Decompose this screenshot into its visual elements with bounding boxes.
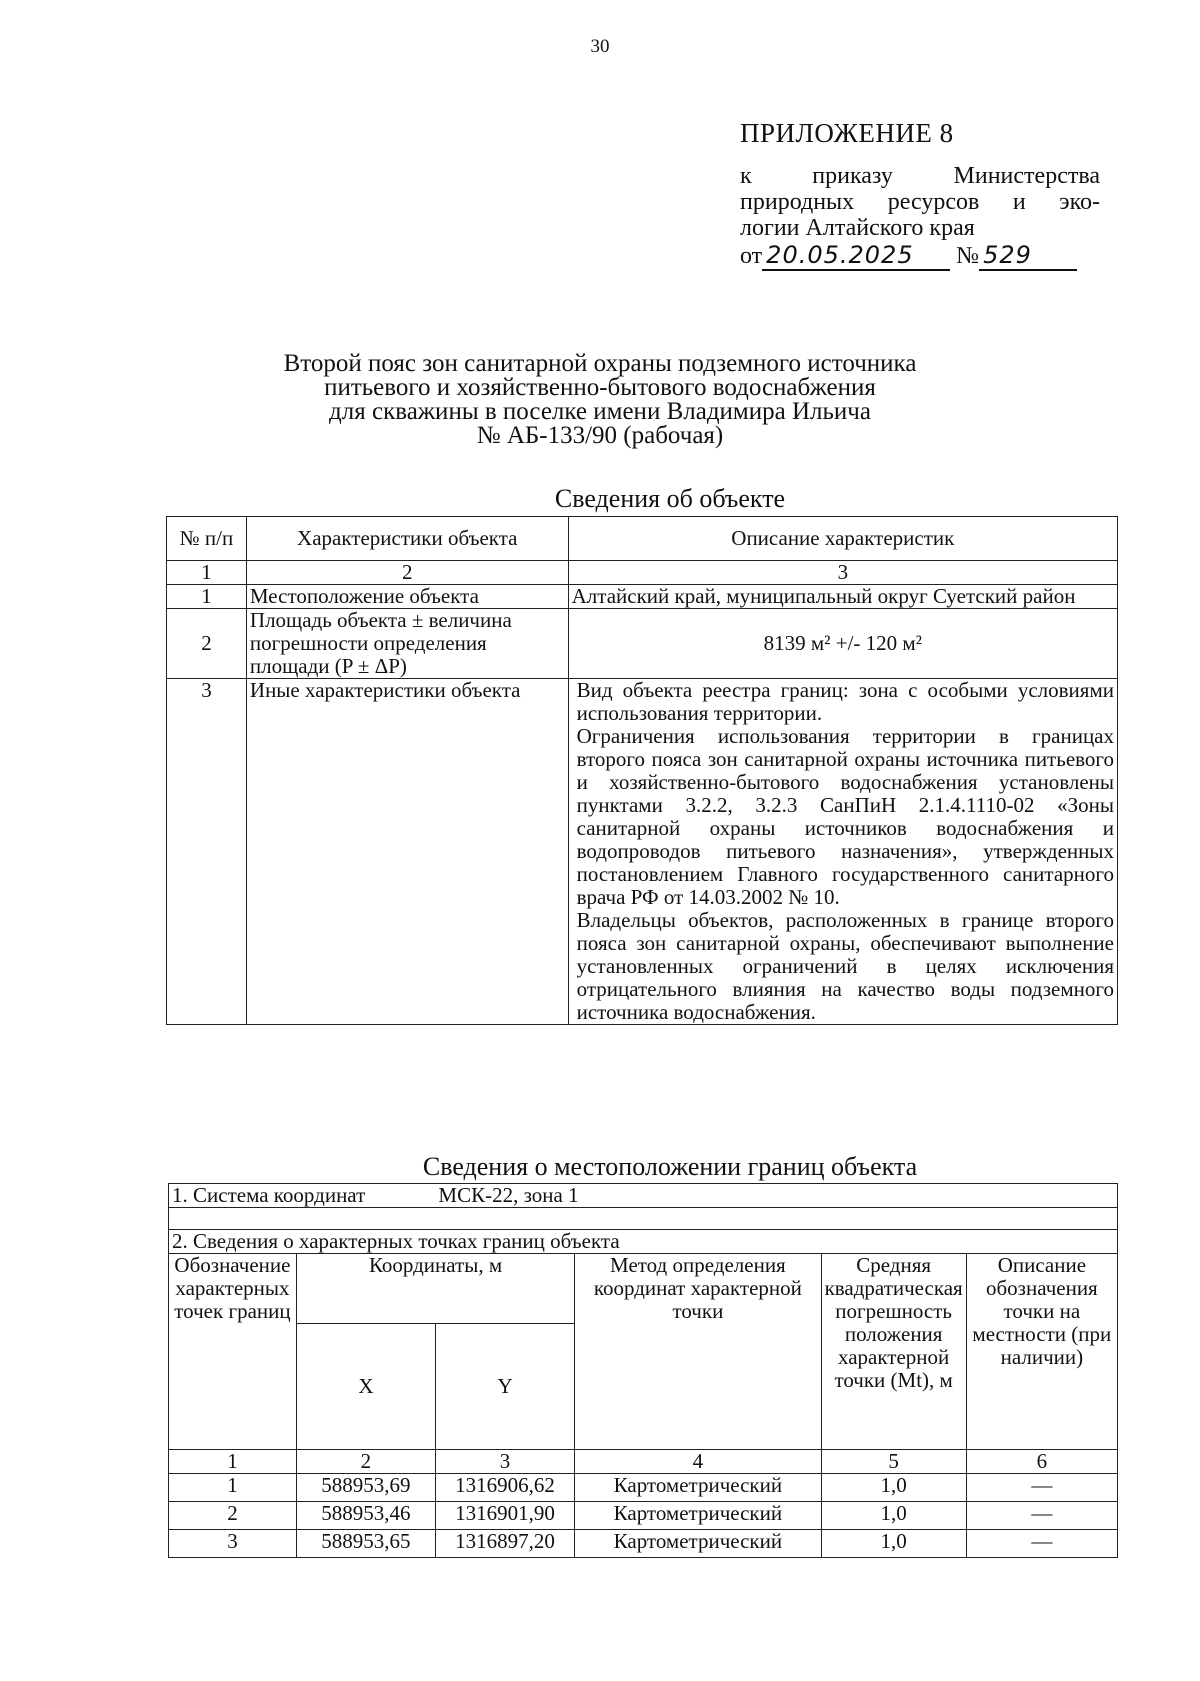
order-line — [740, 241, 1100, 271]
method: Картометрический — [575, 1502, 821, 1530]
header-coords: Координаты, м — [296, 1254, 574, 1324]
column-number: 6 — [966, 1450, 1117, 1474]
handwritten-date: 20.05.2025 — [762, 241, 950, 271]
title-line: Второй пояс зон санитарной охраны подземного источника — [283, 350, 917, 377]
spacer-cell — [169, 1208, 1118, 1230]
table-row — [167, 585, 1118, 609]
mt-value: 1,0 — [821, 1474, 966, 1502]
column-number: 3 — [568, 561, 1117, 585]
point-id: 3 — [169, 1530, 297, 1558]
coord-x: 588953,65 — [296, 1530, 435, 1558]
coord-y: 1316901,90 — [435, 1502, 574, 1530]
appendix-line: к приказу Министерства — [740, 163, 1100, 189]
row-description: 8139 м² +/- 120 м² — [568, 609, 1117, 679]
spacer-row — [169, 1208, 1118, 1230]
row-number: 3 — [167, 679, 247, 1025]
header-error: Средняя квадратическая погрешность положения характерной точки (Mt), м — [821, 1254, 966, 1450]
point-description: — — [966, 1530, 1117, 1558]
object-info-heading: Сведения об объекте — [554, 484, 786, 513]
header-method: Метод определения координат характерной точки — [575, 1254, 821, 1450]
table-row — [167, 609, 1118, 679]
header-point: Обозначение характерных точек границ — [169, 1254, 297, 1450]
row-description — [568, 679, 1117, 1025]
point-description: — — [966, 1502, 1117, 1530]
column-number: 1 — [169, 1450, 297, 1474]
coord-system-row — [169, 1184, 1118, 1208]
handwritten-number: 529 — [979, 241, 1077, 271]
column-number: 3 — [435, 1450, 574, 1474]
coord-system-label: 1. Система координат — [169, 1184, 436, 1208]
row-name: Местоположение объекта — [246, 585, 568, 609]
column-number: 5 — [821, 1450, 966, 1474]
appendix-title: ПРИЛОЖЕНИЕ 8 — [740, 118, 954, 148]
column-number-row — [169, 1450, 1118, 1474]
point-id: 2 — [169, 1502, 297, 1530]
title-line: для скважины в поселке имени Владимира Ильича — [329, 398, 871, 425]
boundaries-table — [168, 1183, 1118, 1558]
header-y: Y — [435, 1324, 574, 1450]
number-prefix: № — [956, 243, 980, 269]
title-line: № АБ-133/90 (рабочая) — [476, 422, 724, 449]
header-cell: Характеристики объекта — [246, 517, 568, 561]
header-cell: № п/п — [167, 517, 247, 561]
title-line: питьевого и хозяйственно-бытового водоснабжения — [324, 374, 876, 401]
method: Картометрический — [575, 1530, 821, 1558]
boundaries-heading: Сведения о местоположении границ объекта — [422, 1152, 918, 1181]
method: Картометрический — [575, 1474, 821, 1502]
coord-system-value: МСК-22, зона 1 — [435, 1184, 1117, 1208]
column-number: 4 — [575, 1450, 821, 1474]
row-name: Иные характеристики объекта — [246, 679, 568, 1025]
row-number: 2 — [167, 609, 247, 679]
column-number: 1 — [167, 561, 247, 585]
description-paragraph: Ограничения использования территории в границах второго пояса зон санитарной охраны источника питьевого и хозяйственно-бытового водоснабжения установлены пунктами 3.2.2, 3.2.3 СанПиН 2.1.4.1110-02 «Зоны санитарной охраны источников водоснабжения и водопроводов питьевого назначения», утвержденных постановлением Главного государственного санитарного врача РФ от 14.03.2002 № 10. — [576, 724, 1114, 909]
row-number: 1 — [167, 585, 247, 609]
coord-y: 1316906,62 — [435, 1474, 574, 1502]
table-header-row — [167, 517, 1118, 561]
mt-value: 1,0 — [821, 1502, 966, 1530]
table-header-row — [169, 1254, 1118, 1324]
appendix-line: природных ресурсов и эко- — [740, 189, 1100, 215]
column-number: 2 — [296, 1450, 435, 1474]
row-description: Алтайский край, муниципальный округ Суетский район — [568, 585, 1117, 609]
table-row — [169, 1474, 1118, 1502]
row-name: Площадь объекта ± величина погрешности определения площади (P ± ΔP) — [246, 609, 568, 679]
points-label: 2. Сведения о характерных точках границ объекта — [169, 1230, 1118, 1254]
point-id: 1 — [169, 1474, 297, 1502]
description-paragraph: Вид объекта реестра границ: зона с особыми условиями использования территории. — [576, 678, 1114, 725]
date-prefix: от — [740, 243, 763, 269]
header-cell: Описание характеристик — [568, 517, 1117, 561]
table-row — [167, 679, 1118, 1025]
point-description: — — [966, 1474, 1117, 1502]
table-row — [169, 1530, 1118, 1558]
appendix-block — [740, 118, 1100, 271]
column-number-row — [167, 561, 1118, 585]
coord-y: 1316897,20 — [435, 1530, 574, 1558]
header-x: X — [296, 1324, 435, 1450]
appendix-line: логии Алтайского края — [740, 215, 975, 241]
coord-x: 588953,46 — [296, 1502, 435, 1530]
coord-x: 588953,69 — [296, 1474, 435, 1502]
points-label-row — [169, 1230, 1118, 1254]
description-paragraph: Владельцы объектов, расположенных в границе второго пояса зон санитарной охраны, обеспечивают выполнение установленных ограничений в целях исключения отрицательного влияния на качество воды подземного источника водоснабжения. — [576, 908, 1114, 1024]
object-info-table — [166, 516, 1118, 1025]
table-row — [169, 1502, 1118, 1530]
column-number: 2 — [246, 561, 568, 585]
mt-value: 1,0 — [821, 1530, 966, 1558]
page-number: 30 — [590, 36, 610, 57]
header-description: Описание обозначения точки на местности (при наличии) — [966, 1254, 1117, 1450]
document-title — [200, 352, 1000, 448]
